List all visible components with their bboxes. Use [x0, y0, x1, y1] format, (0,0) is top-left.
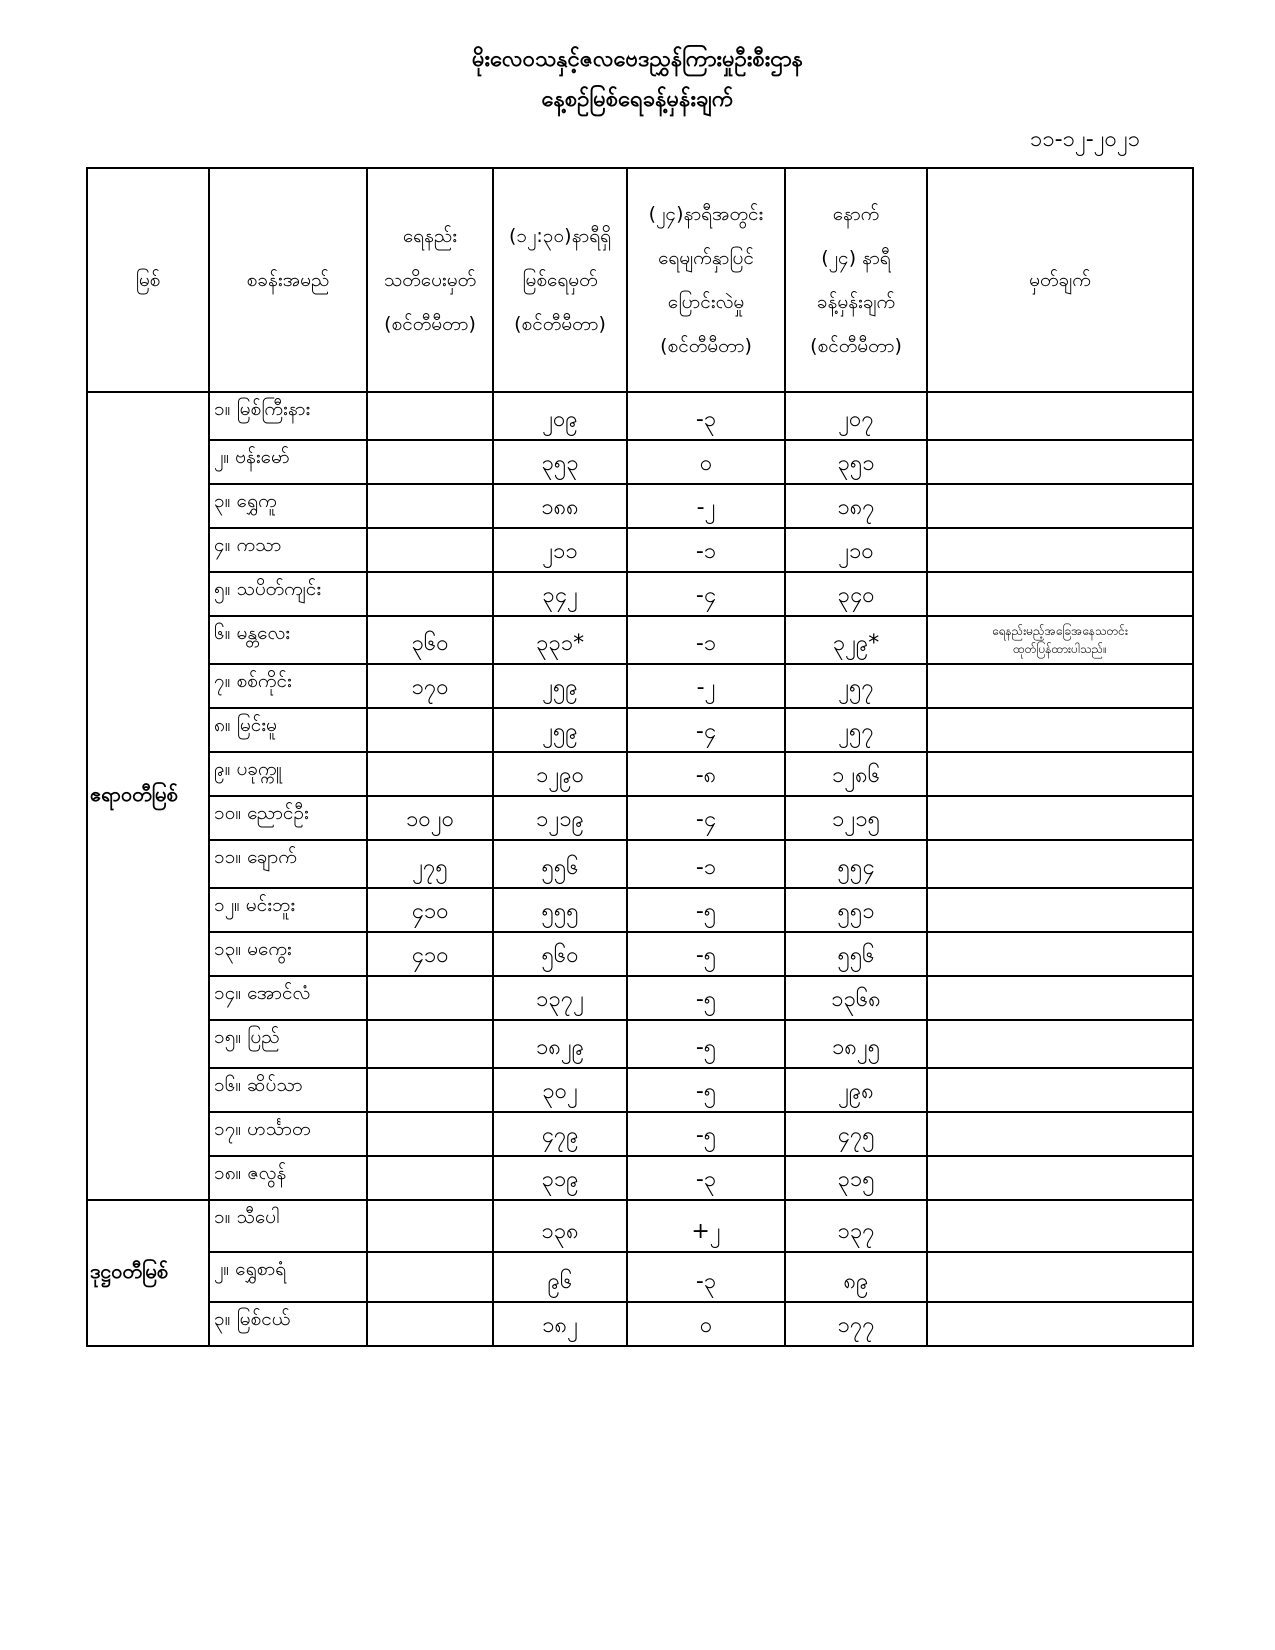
col-header-water-level	[493, 168, 627, 392]
table-row	[87, 752, 1193, 796]
water-level-cell: ၁၂၉၀	[493, 752, 627, 796]
danger-level-cell	[367, 1020, 493, 1068]
danger-level-cell: ၁၇၀	[367, 664, 493, 708]
header-line: နောက်	[832, 203, 880, 225]
header-line: မြစ်	[135, 269, 161, 291]
header-line: မှတ်ချက်	[1029, 269, 1091, 291]
table-body	[87, 392, 1193, 1346]
remark-line: ရေနည်းမည့်အခြေအနေသတင်း	[992, 624, 1128, 638]
table-row	[87, 1252, 1193, 1302]
forecast-cell: ၄၇၅	[785, 1112, 927, 1156]
forecast-cell: ၃၄၀	[785, 572, 927, 616]
station-name: ၂။ ဗန်းမော်	[209, 440, 367, 484]
header-line: မြစ်ရေမှတ်	[522, 269, 598, 291]
water-level-cell: ၃၅၃	[493, 440, 627, 484]
forecast-cell: ၂၅၇	[785, 708, 927, 752]
remark-cell	[927, 1068, 1193, 1112]
water-level-cell: ၂၅၉	[493, 708, 627, 752]
col-header-river	[87, 168, 209, 392]
forecast-table	[86, 167, 1194, 1347]
header-line: (စင်တီမီတာ)	[810, 335, 902, 357]
station-name: ၁၀။ ညောင်ဦး	[209, 796, 367, 840]
danger-level-cell	[367, 392, 493, 440]
river-name: ဒုဋ္ဌဝတီမြစ်	[87, 1200, 209, 1346]
header-line: (စင်တီမီတာ)	[514, 313, 606, 335]
header-line: သတိပေးမှတ်	[383, 269, 477, 291]
remark-cell	[927, 572, 1193, 616]
danger-level-cell	[367, 976, 493, 1020]
change-cell: -၃	[627, 1252, 785, 1302]
station-name: ၈။ မြင်းမူ	[209, 708, 367, 752]
danger-level-cell	[367, 1068, 493, 1112]
water-level-cell: ၃၁၉	[493, 1156, 627, 1200]
danger-level-cell	[367, 484, 493, 528]
table-row	[87, 708, 1193, 752]
header-line: (၂၄)နာရီအတွင်း	[648, 203, 764, 225]
page-title: မိုးလေဝသနှင့်ဇလဗေဒညွှန်ကြားမှုဦးစီးဌာန	[471, 47, 804, 72]
water-level-cell: ၂၀၉	[493, 392, 627, 440]
change-cell: ၀	[627, 1302, 785, 1346]
report-date: ၁၁-၁၂-၂၀၂၁	[1029, 127, 1140, 152]
table-row	[87, 664, 1193, 708]
danger-level-cell: ၂၇၅	[367, 840, 493, 888]
page-subtitle: နေ့စဉ်မြစ်ရေခန့်မှန်းချက်	[541, 87, 734, 112]
station-name: ၃။ ရွှေကူ	[209, 484, 367, 528]
table-row	[87, 840, 1193, 888]
station-name: ၉။ ပခုက္ကူ	[209, 752, 367, 796]
header-line: ခန့်မှန်းချက်	[816, 291, 896, 313]
change-cell: -၂	[627, 664, 785, 708]
header-line: (စင်တီမီတာ)	[660, 335, 752, 357]
danger-level-cell	[367, 572, 493, 616]
change-cell: -၄	[627, 796, 785, 840]
forecast-cell: ၁၈၇	[785, 484, 927, 528]
water-level-cell: ၂၁၁	[493, 528, 627, 572]
table-row	[87, 1156, 1193, 1200]
table-row	[87, 484, 1193, 528]
remark-cell	[927, 1156, 1193, 1200]
table-row	[87, 932, 1193, 976]
table-row	[87, 392, 1193, 440]
danger-level-cell	[367, 1252, 493, 1302]
table-row	[87, 572, 1193, 616]
change-cell: -၅	[627, 888, 785, 932]
water-level-cell: ၁၈၂	[493, 1302, 627, 1346]
water-level-cell: ၁၈၂၉	[493, 1020, 627, 1068]
change-cell: ၀	[627, 440, 785, 484]
remark-cell	[927, 1302, 1193, 1346]
water-level-cell: ၁၃၇၂	[493, 976, 627, 1020]
change-cell: -၄	[627, 708, 785, 752]
station-name: ၁၂။ မင်းဘူး	[209, 888, 367, 932]
forecast-cell: ၁၈၂၅	[785, 1020, 927, 1068]
water-level-cell: ၃၃၁*	[493, 616, 627, 664]
forecast-cell: ၃၁၅	[785, 1156, 927, 1200]
table-row	[87, 1112, 1193, 1156]
table-row	[87, 796, 1193, 840]
danger-level-cell: ၃၆၀	[367, 616, 493, 664]
remark-cell	[927, 616, 1193, 664]
forecast-cell: ၅၅၄	[785, 840, 927, 888]
change-cell: -၃	[627, 392, 785, 440]
change-cell: -၄	[627, 572, 785, 616]
danger-level-cell: ၄၁၀	[367, 888, 493, 932]
forecast-cell: ၈၉	[785, 1252, 927, 1302]
table-row	[87, 528, 1193, 572]
table-row	[87, 440, 1193, 484]
station-name: ၁။ မြစ်ကြီးနား	[209, 392, 367, 440]
forecast-cell: ၂၉၈	[785, 1068, 927, 1112]
change-cell: -၁	[627, 616, 785, 664]
remark-cell	[927, 840, 1193, 888]
danger-level-cell	[367, 1112, 493, 1156]
header-line: စခန်းအမည်	[246, 269, 330, 291]
water-level-cell: ၉၆	[493, 1252, 627, 1302]
station-name: ၁၄။ အောင်လံ	[209, 976, 367, 1020]
change-cell: -၅	[627, 1112, 785, 1156]
remark-cell	[927, 1200, 1193, 1252]
water-level-cell: ၁၃၈	[493, 1200, 627, 1252]
forecast-cell: ၁၇၇	[785, 1302, 927, 1346]
header-line: ပြောင်းလဲမှု	[667, 291, 745, 313]
header-line: ရေမျက်နှာပြင်	[658, 247, 754, 269]
table-row	[87, 888, 1193, 932]
danger-level-cell	[367, 528, 493, 572]
header-line: ရေနည်း	[402, 225, 458, 247]
remark-cell	[927, 796, 1193, 840]
remark-cell	[927, 1252, 1193, 1302]
station-name: ၅။ သပိတ်ကျင်း	[209, 572, 367, 616]
remark-cell	[927, 1112, 1193, 1156]
river-name: ဧရာဝတီမြစ်	[87, 392, 209, 1200]
danger-level-cell	[367, 440, 493, 484]
remark-cell	[927, 664, 1193, 708]
remark-cell	[927, 708, 1193, 752]
remark-cell	[927, 484, 1193, 528]
station-name: ၁၁။ ချောက်	[209, 840, 367, 888]
station-name: ၁။ သီပေါ	[209, 1200, 367, 1252]
station-name: ၄။ ကသာ	[209, 528, 367, 572]
station-name: ၁၃။ မကွေး	[209, 932, 367, 976]
forecast-cell: ၃၂၉*	[785, 616, 927, 664]
water-level-cell: ၄၇၉	[493, 1112, 627, 1156]
header-row	[87, 168, 1193, 392]
water-level-cell: ၅၆၀	[493, 932, 627, 976]
change-cell: -၅	[627, 1020, 785, 1068]
water-level-cell: ၂၅၉	[493, 664, 627, 708]
remark-cell	[927, 976, 1193, 1020]
station-name: ၆။ မန္တလေး	[209, 616, 367, 664]
remark-cell	[927, 888, 1193, 932]
col-header-station	[209, 168, 367, 392]
remark-cell	[927, 932, 1193, 976]
water-level-cell: ၅၅၆	[493, 840, 627, 888]
danger-level-cell: ၄၁၀	[367, 932, 493, 976]
remark-cell	[927, 528, 1193, 572]
forecast-cell: ၁၃၇	[785, 1200, 927, 1252]
remark-line: ထုတ်ပြန်ထားပါသည်။	[1013, 642, 1107, 656]
water-level-cell: ၃၀၂	[493, 1068, 627, 1112]
forecast-cell: ၅၅၆	[785, 932, 927, 976]
station-name: ၁၈။ ဇလွန်	[209, 1156, 367, 1200]
danger-level-cell	[367, 752, 493, 796]
forecast-cell: ၁၂၈၆	[785, 752, 927, 796]
water-level-cell: ၃၄၂	[493, 572, 627, 616]
table-row	[87, 1302, 1193, 1346]
change-cell: -၂	[627, 484, 785, 528]
remark-cell	[927, 1020, 1193, 1068]
station-name: ၇။ စစ်ကိုင်း	[209, 664, 367, 708]
forecast-cell: ၂၁၀	[785, 528, 927, 572]
remark-cell	[927, 392, 1193, 440]
remark-cell	[927, 440, 1193, 484]
header-line: (စင်တီမီတာ)	[384, 313, 476, 335]
forecast-cell: ၅၅၁	[785, 888, 927, 932]
col-header-danger-level	[367, 168, 493, 392]
water-level-cell: ၁၂၁၉	[493, 796, 627, 840]
table-row	[87, 1068, 1193, 1112]
forecast-cell: ၁၃၆၈	[785, 976, 927, 1020]
water-level-cell: ၁၈၈	[493, 484, 627, 528]
danger-level-cell	[367, 708, 493, 752]
danger-level-cell	[367, 1200, 493, 1252]
table-row	[87, 1200, 1193, 1252]
change-cell: -၁	[627, 528, 785, 572]
change-cell: -၅	[627, 976, 785, 1020]
header-line: (၂၄) နာရီ	[821, 247, 891, 269]
water-level-cell: ၅၅၅	[493, 888, 627, 932]
change-cell: +၂	[627, 1200, 785, 1252]
table-row	[87, 616, 1193, 664]
station-name: ၁၆။ ဆိပ်သာ	[209, 1068, 367, 1112]
forecast-cell: ၃၅၁	[785, 440, 927, 484]
station-name: ၁၅။ ပြည်	[209, 1020, 367, 1068]
table-row	[87, 1020, 1193, 1068]
change-cell: -၅	[627, 1068, 785, 1112]
danger-level-cell	[367, 1156, 493, 1200]
col-header-forecast	[785, 168, 927, 392]
forecast-cell: ၁၂၁၅	[785, 796, 927, 840]
header-line: (၁၂:၃၀)နာရီရှိ	[508, 225, 612, 247]
danger-level-cell: ၁၀၂၀	[367, 796, 493, 840]
change-cell: -၃	[627, 1156, 785, 1200]
change-cell: -၁	[627, 840, 785, 888]
forecast-cell: ၂၀၇	[785, 392, 927, 440]
change-cell: -၅	[627, 932, 785, 976]
change-cell: -၈	[627, 752, 785, 796]
table-row	[87, 976, 1193, 1020]
danger-level-cell	[367, 1302, 493, 1346]
station-name: ၃။ မြစ်ငယ်	[209, 1302, 367, 1346]
forecast-cell: ၂၅၇	[785, 664, 927, 708]
col-header-change	[627, 168, 785, 392]
col-header-remark	[927, 168, 1193, 392]
remark-cell	[927, 752, 1193, 796]
station-name: ၁၇။ ဟင်္သာတ	[209, 1112, 367, 1156]
station-name: ၂။ ရွှေစာရံ	[209, 1252, 367, 1302]
